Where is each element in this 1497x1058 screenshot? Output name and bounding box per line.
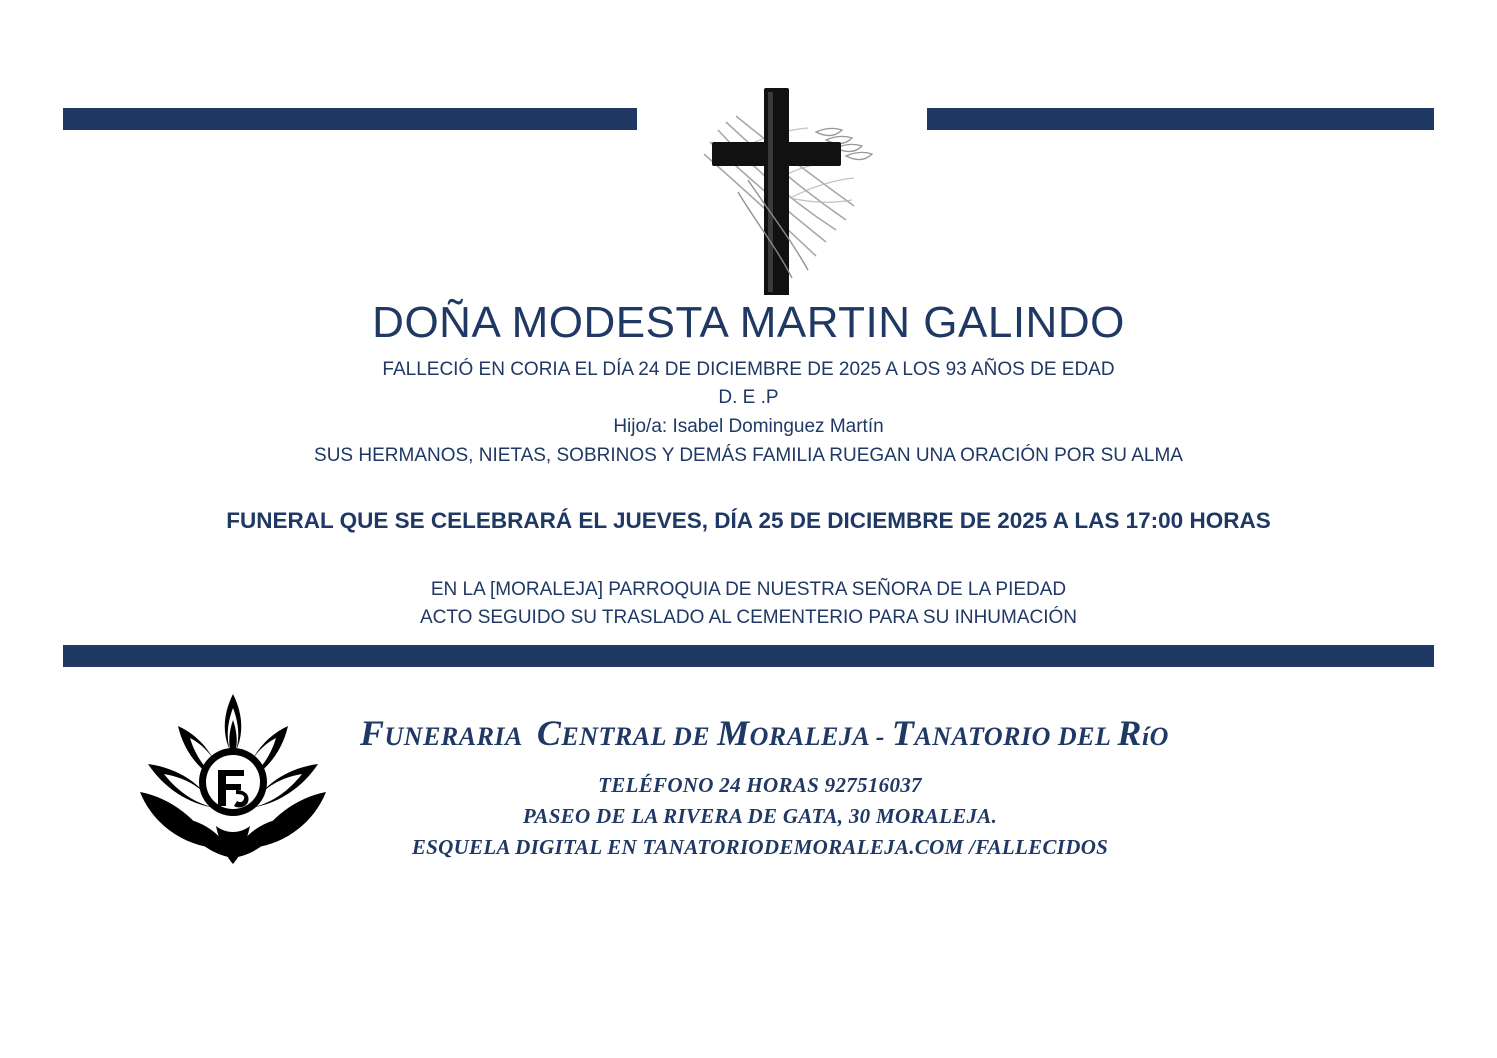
family-line: SUS HERMANOS, NIETAS, SOBRINOS Y DEMÁS FAMILIA RUEGAN UNA ORACIÓN POR SU ALMA (314, 445, 1183, 466)
funeral-datetime-line: FUNERAL QUE SE CELEBRARÁ EL JUEVES, DÍA 25 DE DICIEMBRE DE 2025 A LAS 17:00 HORAS (226, 508, 1271, 533)
company-initial-m: M (717, 713, 750, 753)
company-word-rio: íO (1141, 722, 1169, 751)
address-line: PASEO DE LA RIVERA DE GATA, 30 MORALEJA. (522, 804, 998, 828)
company-initial-r: R (1117, 713, 1142, 753)
company-initial-c: C (536, 713, 562, 753)
company-word-moraleja: ORALEJA (749, 722, 869, 751)
child-line: Hijo/a: Isabel Dominguez Martín (613, 416, 884, 437)
burial-line: ACTO SEGUIDO SU TRASLADO AL CEMENTERIO PARA SU INHUMACIÓN (419, 607, 1078, 628)
parish-line: EN LA [MORALEJA] PARROQUIA DE NUESTRA SEÑORA DE LA PIEDAD (430, 579, 1067, 600)
website-line: ESQUELA DIGITAL EN TANATORIODEMORALEJA.COM /FALLECIDOS (411, 835, 1109, 859)
company-name (360, 712, 1169, 754)
rest-in-peace-line: D. E .P (718, 387, 779, 408)
bottom-divider-rule (63, 645, 1434, 667)
company-word-central: ENTRAL DE (561, 722, 718, 751)
lotus-flower-logo-icon (118, 686, 348, 876)
notice-text-block (0, 296, 1497, 632)
company-word-funeraria: UNERARIA (384, 722, 523, 751)
deceased-name: DOÑA MODESTA MARTIN GALINDO (372, 298, 1125, 347)
company-footer (360, 712, 1169, 863)
company-word-tanatorio: ANATORIO DEL (914, 722, 1118, 751)
company-initial-t: T (891, 713, 915, 753)
company-separator: - (868, 722, 892, 751)
company-initial-f: F (360, 713, 385, 753)
phone-line: TELÉFONO 24 HORAS 927516037 (598, 773, 922, 797)
cross-with-wheat-icon (640, 70, 920, 295)
death-detail-line: FALLECIÓ EN CORIA EL DÍA 24 DE DICIEMBRE DE 2025 A LOS 93 AÑOS DE EDAD (382, 359, 1115, 380)
